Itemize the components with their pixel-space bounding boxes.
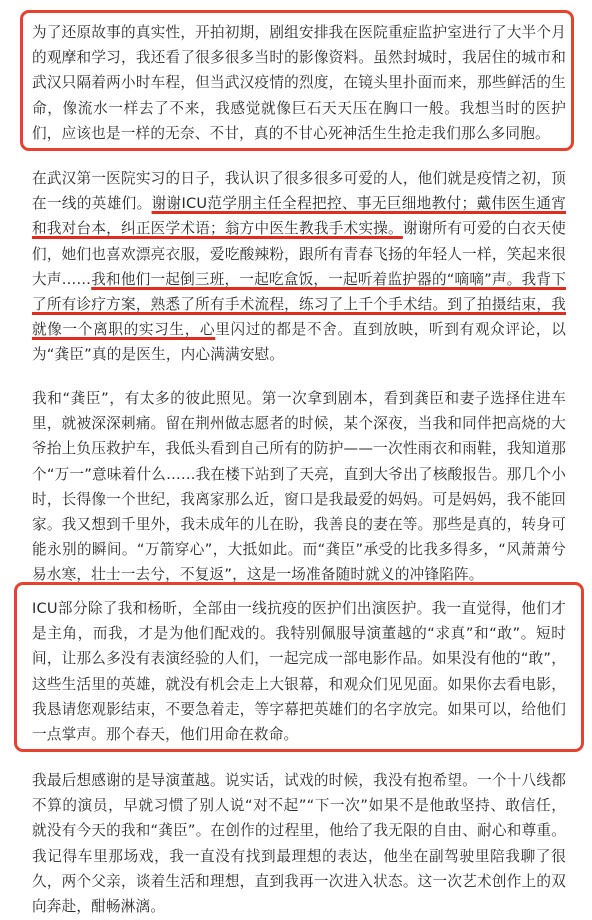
underlined-shift-practice: 我和他们一起倒三班，一起吃盒饭，一起听着监护器的“嘀嘀”声。我背下了所有诊疗方案，熟悉了所有手术流程，练习了上千个手术结。到了拍摄结束，我就像一个离职的实习生，心 bbox=[32, 270, 566, 339]
paragraph-5: 我最后想感谢的是导演董越。说实话，试戏的时候，我没有抱希望。一个十八线都不算的演员，早就习惯了别人说“对不起”“下一次”如果不是他敢坚持、敢信任，就没有今天的我和“龚臣”。在创作的过程里，他给了我无限的自由、耐心和尊重。我记得车里那场戏，我一直没有找到最理想的表达，他坐在副驾驶里陪我聊了很久，两个父亲，谈着生活和理想，直到我再一次进入状态。这一次艺术创作上的双向奔赴，酣畅淋漓。 bbox=[32, 772, 566, 916]
underlined-thanks-doctors: 谢谢ICU范学朋主任全程把控、事无巨细地教付；戴伟医生通宵和我对台本，纠正医学术语；翁方中医生教我手术实操。 bbox=[32, 195, 567, 238]
paragraph-2-intro: 在武汉第一医院实习的日子，我认识了很多很多可爱的人，他们就是疫情之初，顶在一线的英雄们。 bbox=[32, 170, 566, 213]
paragraph-2 bbox=[32, 166, 566, 368]
paragraph-2-end: 里闪过的都是不舍。直到放映，听到有观众评论，以为“龚臣”真的是医生，内心满满安慰。 bbox=[32, 321, 566, 364]
paragraph-4: ICU部分除了我和杨昕，全部由一线抗疫的医护们出演医护。我一直觉得，他们才是主角，而我，才是为他们配戏的。我特别佩服导演董越的“求真”和“敢”。短时间，让那么多没有表演经验的人们，一起完成一部电影作品。如果没有他的“敢”，这些生活里的英雄，就没有机会走上大银幕，和观众们见见面。如果你去看电影，我恳请您观影结束，不要急着走，等字幕把英雄们的名字放完。如果可以，给他们一点掌声。那个春天，他们用命在救命。 bbox=[32, 600, 566, 744]
paragraph-3: 我和“龚臣”，有太多的彼此照见。第一次拿到剧本，看到龚臣和妻子选择住进车里，就被深深刺痛。留在荆州做志愿者的时候，某个深夜，当我和同伴把高烧的大爷抬上负压救护车，我低头看到自己所有的防护——一次性雨衣和雨鞋，我知道那个“万一”意味着什么……我在楼下站到了天亮，直到大爷出了核酸报告。那几个小时，长得像一个世纪，我离家那么近，窗口是我最爱的妈妈。可是妈妈，我不能回家。我又想到千里外，我未成年的儿在盼，我善良的妻在等。那些是真的，转身可能永别的瞬间。“万箭穿心”，大抵如此。而“龚臣”承受的比我多得多，“风萧萧兮易水寒，壮士一去兮，不复返”，这是一场准备随时就义的冲锋陷阵。 bbox=[32, 390, 566, 584]
paragraph-2-middle: 谢谢所有可爱的白衣天使们，她们也喜欢漂亮衣服，爱吃酸辣粉，跟所有青春飞扬的年轻人一样，笑起来很大声…… bbox=[32, 220, 566, 288]
paragraph-1: 为了还原故事的真实性，开拍初期，剧组安排我在医院重症监护室进行了大半个月的观摩和学习，我还看了很多很多当时的影像资料。虽然封城时，我居住的城市和武汉只隔着两小时车程，但当武汉疫情的烈度，在镜头里扑面而来，那些鲜活的生命，像流水一样去了不来，我感觉就像巨石天天压在胸口一般。我想当时的医护们，应该也是一样的无奈、不甘，真的不甘心死神活生生抢走我们那么多同胞。 bbox=[32, 24, 566, 142]
